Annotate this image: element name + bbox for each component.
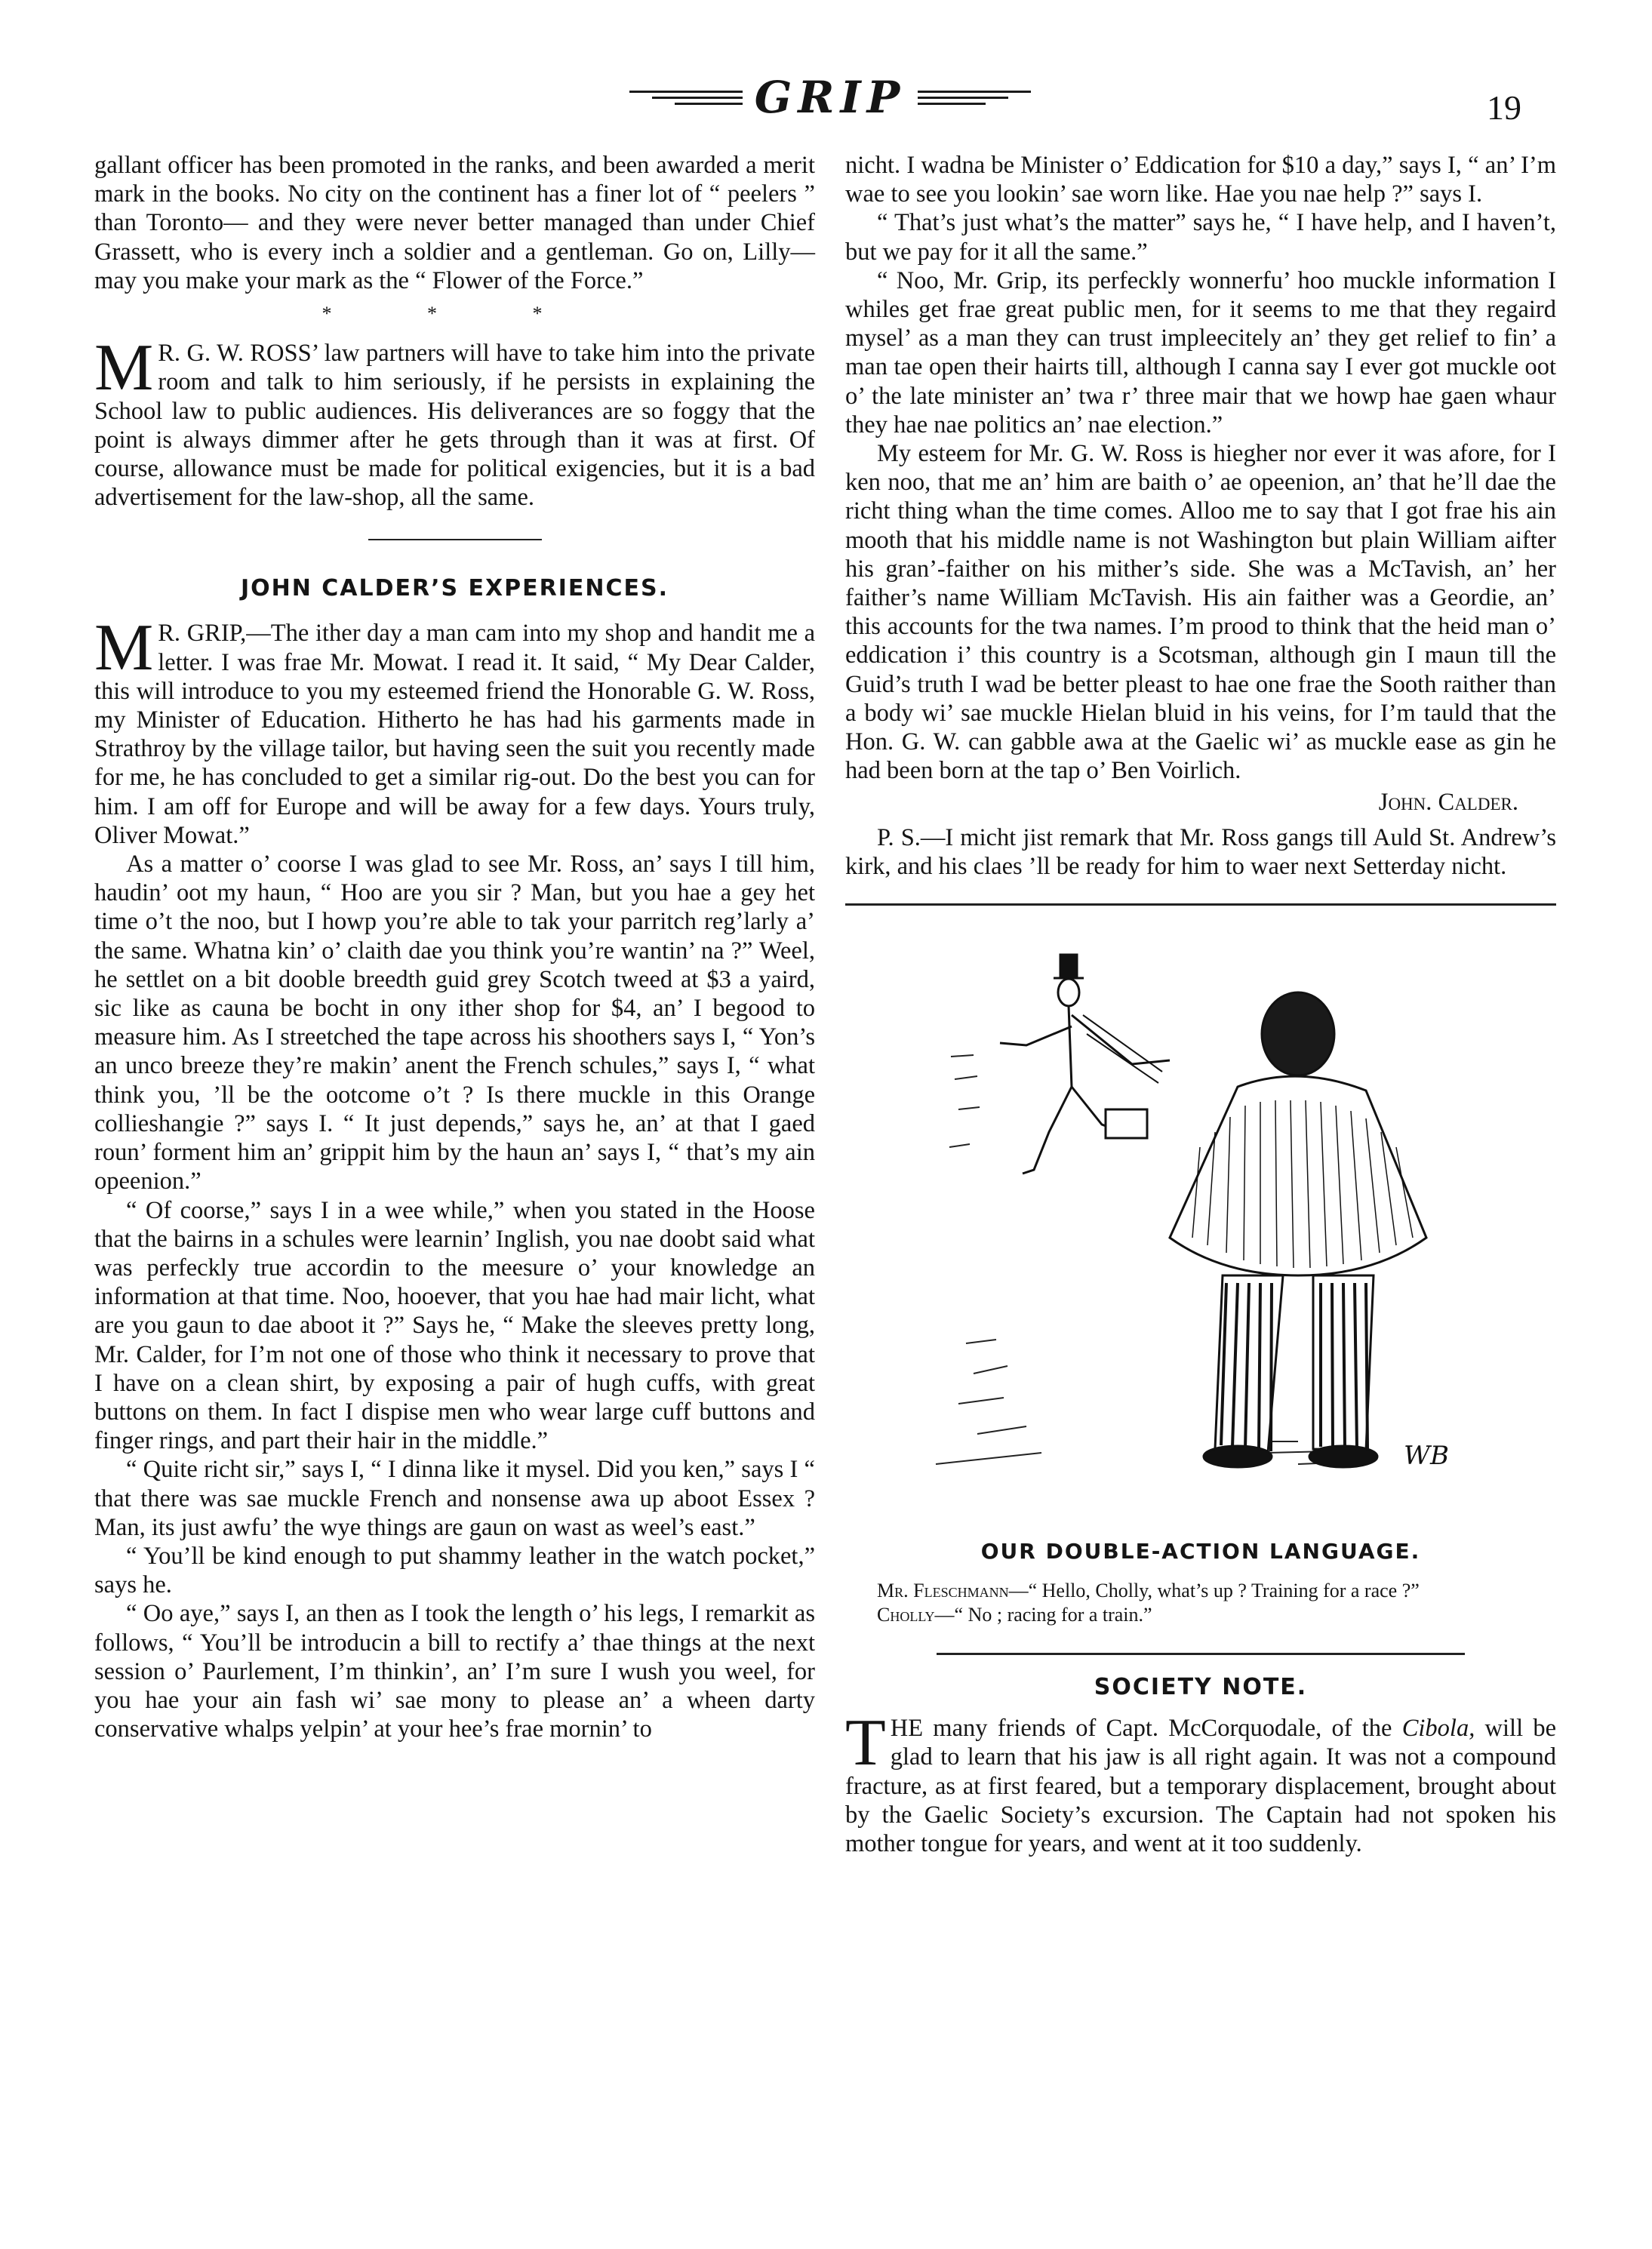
calder-paragraph: “ You’ll be kind enough to put shammy leather in the watch pocket,” says he. [94, 1542, 815, 1599]
running-man-figure [1000, 955, 1170, 1174]
section-stars: * * * [321, 303, 588, 325]
society-text-rest: will be glad to learn that his jaw is all right again. It was not a compound fracture, as at first feared, but a temporary displacement, brought about by the Gaelic Society’s excursion. The Captain had not spoken his mother tongue for years, and went at it too suddenly. [845, 1715, 1556, 1858]
separator-rule [937, 1653, 1465, 1655]
calder-continued-paragraph: My esteem for Mr. G. W. Ross is hiegher nor ever it was afore, for I ken noo, that me an’ him are baith o’ ae opeenion, an’ that he’ll dae the richt thing whan the time comes. Alloo me to say that I got frae his ain mooth that his middle name is not Washington but plain William aifter his gran’-faither on his mither’s side. She was a McTavish, an’ her faither’s name William McTavish. His ain faither was a Geordie, an’ this accounts for the twa names. I’m prood to think that the heid man o’ eddication i’ this country is a Scotsman, although gin I maun till the Guid’s truth I wad be better pleast to hae one frae the Sooth raither than a body wi’ sae muckle Hielan bluid in his veins, for I’m tauld that the Hon. G. W. can gabble awa at the Gaelic wi’ as muckle ease as gin he had been born at the tap o’ Ben Voirlich. [845, 440, 1556, 785]
calder-continued-paragraph: “ Noo, Mr. Grip, its perfeckly wonnerfu’ hoo muckle information I whiles get frae great public men, for it seems to me that they regaird mysel’ as a man they can trust impleecitely an’ they get relief to fin’ a man tae open their hairts till, although I canna say I ever got muckle oot o’ the late minister an’ twa r’ three mair that we howp hae gaen whaur they hae nae politics an’ nae election.” [845, 266, 1556, 438]
postscript: P. S.—I micht jist remark that Mr. Ross gangs till Auld St. Andrew’s kirk, and his claes ’ll be ready for him to waer next Setterday nicht. [845, 823, 1556, 880]
cartoon-dialogue-line [845, 1603, 1556, 1627]
page-header [0, 66, 1652, 134]
calder-paragraph [94, 611, 815, 850]
masthead-title: GRIP [754, 72, 906, 123]
calder-paragraph: “ Quite richt sir,” says I, “ I dinna like it mysel. Did you ken,” says I “ that there was sae muckle French and nonsense awa up aboot Essex ? Man, its just awfu’ the wye things are gaun on wast as weel’s east.” [94, 1456, 815, 1541]
cartoon-title: OUR DOUBLE-ACTION LANGUAGE. [980, 1539, 1421, 1564]
article-title: JOHN CALDER’S EXPERIENCES. [240, 575, 669, 602]
dialogue-text: —“ Hello, Cholly, what’s up ? Training for a race ?” [1008, 1580, 1420, 1602]
ross-text: R. G. W. ROSS’ law partners will have to take him into the private room and talk to him seriously, if he persists in explaining the School law to public audiences. His deliverances are so foggy that the point is always dimmer after he gets through than it was at first. Of course, allowance must be made for political exigencies, but it is a bad advertisement for the law-shop, all the same. [94, 340, 815, 512]
dialogue-text: —“ No ; racing for a train.” [934, 1604, 1152, 1626]
author-signature: John. Calder. [1378, 789, 1518, 817]
right-column [845, 151, 1556, 1858]
separator-rule [368, 539, 542, 540]
calder-paragraph: “ Oo aye,” says I, an then as I took the length o’ his legs, I remarkit as follows, “ You’ll be introducin a bill to rectify a’ thae things at the next session o’ Paurlement, I’m thinkin’, an’ I’m sure I wush you weel, for you hae your ain fash wi’ sae mony to please an’ a wheen darty conservative whalps yelpin’ at your hee’s frae mornin’ to [94, 1600, 815, 1743]
masthead-rule-left [629, 91, 743, 105]
calder-paragraph: “ Of coorse,” says I in a wee while,” when you stated in the Hoose that the bairns in a schules were learnin’ Inglish, you nae doobt said what was perfeckly true accordin to the meesure o’ your knowledge an information at that time. Noo, hooever, that you hae had mair licht, what are you gaun to dae aboot it ?” Says he, “ Make the sleeves pretty long, Mr. Calder, for I’m not one of those who think it necessary to prove that I have on a clean shirt, by exposing a pair of hugh cuffs, with great buttons on them. In fact I dispise men who wear large cuff buttons and finger rings, and part their hair in the middle.” [94, 1196, 815, 1455]
society-note-paragraph [845, 1706, 1556, 1858]
speaker-name: Mr. Fleschmann [877, 1580, 1009, 1602]
column-rule [845, 903, 1556, 906]
left-column [94, 151, 815, 1743]
cartoon-drawing [845, 921, 1556, 1524]
ross-paragraph [94, 331, 815, 512]
large-man-figure [1170, 992, 1426, 1467]
calder-text: R. GRIP,—The ither day a man cam into my shop and handit me a letter. I was frae Mr. Mowat. I read it. It said, “ My Dear Calder, this will introduce to you my esteemed friend the Honorable G. W. Ross, my Minister of Education. Hitherto he has had his garments made in Strathroy by the village tailor, but having seen the suit you recently made for me, he has concluded to get a similar rig-out. Do the best you can for him. I am off for Europe and will be away for a few days. Yours truly, Oliver Mowat.” [94, 620, 815, 849]
society-note-title: SOCIETY NOTE. [1094, 1674, 1308, 1701]
cartoon-illustration [845, 921, 1556, 1524]
calder-continued-paragraph: nicht. I wadna be Minister o’ Eddication for $10 a day,” says I, “ an’ I’m wae to see you lookin’ sae worn like. Hae you nae help ?” says I. [845, 152, 1556, 208]
ship-name: Cibola, [1401, 1715, 1475, 1743]
masthead [596, 71, 1064, 124]
society-text-start: HE many friends of Capt. McCorquodale, of the [890, 1715, 1402, 1743]
artist-mark: WB [1404, 1441, 1449, 1472]
masthead-rule-right [918, 91, 1031, 105]
continued-paragraph: gallant officer has been promoted in the ranks, and been awarded a merit mark in the books. No city on the continent has a finer lot of “ peelers ” than Toronto— and they were never better managed than under Chief Grassett, who is every inch a soldier and a gentleman. Go on, Lilly—may you make your mark as the “ Flower of the Force.” [94, 152, 815, 294]
drop-cap: T [845, 1706, 886, 1780]
cartoon-dialogue-line [845, 1579, 1556, 1603]
page-number: 19 [1487, 88, 1521, 127]
calder-continued-paragraph: “ That’s just what’s the matter” says he, “ I have help, and I haven’t, but we pay for it all the same.” [845, 209, 1556, 266]
speaker-name: Cholly [877, 1604, 935, 1626]
calder-paragraph: As a matter o’ coorse I was glad to see Mr. Ross, an’ says I till him, haudin’ oot my haun, “ Hoo are you sir ? Man, but you hae a gey het time o’t the noo, but I howp you’re able to tak your parritch reg’larly a’ the same. Whatna kin’ o’ claith dae you think you’re wantin’ na ?” Weel, he settlet on a bit dooble breedth guid grey Scotch tweed at $3 a yaird, sic like as cauna be bocht in ony ither shop for $4, an’ I begood to measure him. As I streetched the tape across his shoothers says I, “ Yon’s an unco breeze they’re makin’ anent the French schules,” says I, “ what think you, ’ll be the ootcome o’t ? Is there muckle in this Orange collieshangie ?” says I. “ It just depends,” says he, an’ at that I gaed roun’ forment him an’ grippit him by the haun an’ says I, “ that’s my ain opeenion.” [94, 851, 815, 1195]
drop-cap: M [94, 611, 154, 685]
drop-cap: M [94, 331, 154, 405]
